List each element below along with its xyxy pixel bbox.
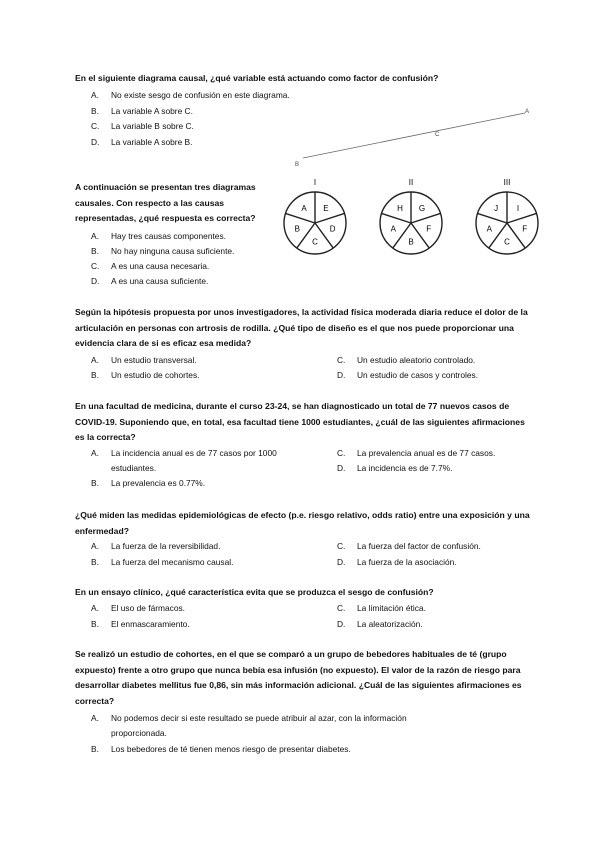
q5-option-d[interactable]: D. La fuerza de la asociación.: [337, 557, 457, 567]
pie-slice-label: E: [323, 203, 329, 213]
question-5: ¿Qué miden las medidas epidemiológicas de efecto (p.e. riesgo relativo, odds ratio) entre una exposición y una enfermedad?: [75, 510, 530, 536]
q4-option-b[interactable]: B. La prevalencia es 0.77%.: [91, 478, 206, 488]
q6-option-d[interactable]: D. La aleatorización.: [337, 619, 423, 629]
causal-node-b: B: [295, 162, 300, 168]
component-cause-pies: [282, 176, 552, 262]
pie-title: III: [503, 178, 511, 187]
q5-option-a[interactable]: A. La fuerza de la reversibilidad.: [91, 541, 221, 551]
q4-option-c[interactable]: C. La prevalencia anual es de 77 casos.: [337, 448, 496, 458]
q1-option-d[interactable]: D. La variable A sobre B.: [91, 137, 193, 147]
q3-option-c[interactable]: C. Un estudio aleatorio controlado.: [337, 355, 476, 365]
q2-option-d[interactable]: D. A es una causa suficiente.: [91, 276, 209, 286]
pie-slice-label: H: [397, 203, 403, 213]
causal-diagram: [285, 100, 545, 170]
q4-option-d[interactable]: D. La incidencia es de 7.7%.: [337, 463, 453, 473]
q2-option-b[interactable]: B. No hay ninguna causa suficiente.: [91, 246, 235, 256]
question-1: En el siguiente diagrama causal, ¿qué variable está actuando como factor de confusión?: [75, 73, 439, 83]
pie-slice-label: A: [390, 224, 396, 234]
pie-slice-label: I: [516, 203, 520, 213]
q5-option-b[interactable]: B. La fuerza del mecanismo causal.: [91, 557, 234, 567]
q2-option-a[interactable]: A. Hay tres causas componentes.: [91, 231, 226, 241]
q1-option-c[interactable]: C. La variable B sobre C.: [91, 121, 194, 131]
q5-option-c[interactable]: C. La fuerza del factor de confusión.: [337, 541, 481, 551]
pie-1: [284, 178, 346, 254]
q3-option-d[interactable]: D. Un estudio de casos y controles.: [337, 370, 479, 380]
pie-title: II: [408, 178, 414, 187]
pie-slice-label: F: [522, 224, 528, 234]
causal-node-c: C: [435, 132, 440, 138]
pie-slice-label: B: [408, 237, 414, 247]
question-4: En una facultad de medicina, durante el curso 23-24, se han diagnosticado un total de 77 nuevos casos de COVID-19. Suponiendo que, en total, esa facultad tiene 1000 estudiantes, ¿cuál de las siguientes afirmaciones es la correcta?: [75, 401, 525, 442]
pie-slice-label: B: [294, 224, 300, 234]
q3-option-b[interactable]: B. Un estudio de cohortes.: [91, 370, 200, 380]
pie-slice-label: A: [301, 203, 307, 213]
q1-option-a[interactable]: A. No existe sesgo de confusión en este diagrama.: [91, 90, 290, 100]
q6-option-c[interactable]: C. La limitación ética.: [337, 603, 426, 613]
q6-option-b[interactable]: B. El enmascaramiento.: [91, 619, 190, 629]
q2-option-c[interactable]: C. A es una causa necesaria.: [91, 261, 210, 271]
pie-2: [380, 178, 442, 254]
pie-3: [476, 178, 538, 254]
causal-node-a: A: [525, 109, 530, 115]
pie-slice-label: C: [312, 237, 318, 247]
question-6: En un ensayo clínico, ¿qué característica evita que se produzca el sesgo de confusión?: [75, 587, 434, 597]
q4-option-a[interactable]: A. La incidencia anual es de 77 casos por 1000 estudiantes.: [91, 448, 277, 473]
q3-option-a[interactable]: A. Un estudio transversal.: [91, 355, 197, 365]
pie-title: I: [313, 178, 317, 187]
q6-option-a[interactable]: A. El uso de fármacos.: [91, 603, 186, 613]
q7-option-b[interactable]: B. Los bebedores de té tienen menos riesgo de presentar diabetes.: [91, 744, 351, 754]
pie-slice-label: D: [329, 224, 336, 234]
pie-slice-label: G: [418, 203, 426, 213]
pie-slice-label: F: [426, 224, 432, 234]
pie-slice-label: A: [486, 224, 492, 234]
pie-slice-label: C: [504, 237, 510, 247]
q7-option-a[interactable]: A. No podemos decir si este resultado se puede atribuir al azar, con la información proporcionada.: [91, 713, 407, 738]
question-3: Según la hipótesis propuesta por unos investigadores, la actividad física moderada diaria reduce el dolor de la articulación en personas con artrosis de rodilla. ¿Qué tipo de diseño es el que nos puede proporcionar una evidencia clara de si es eficaz esa medida?: [75, 307, 528, 348]
question-7: Se realizó un estudio de cohortes, en el que se comparó a un grupo de bebedores habituales de té (grupo expuesto) frente a otro grupo que nunca bebía esa infusión (no expuesto). El valor de la razón de riesgo para desarrollar diabetes mellitus fue 0,86, sin más información adicional. ¿Cuál de las siguientes afirmaciones es correcta?: [75, 649, 522, 706]
q1-option-b[interactable]: B. La variable A sobre C.: [91, 106, 193, 116]
pie-slice-label: J: [494, 203, 499, 213]
question-2: A continuación se presentan tres diagramas causales. Con respecto a las causas representadas, ¿qué respuesta es correcta?: [75, 182, 256, 223]
